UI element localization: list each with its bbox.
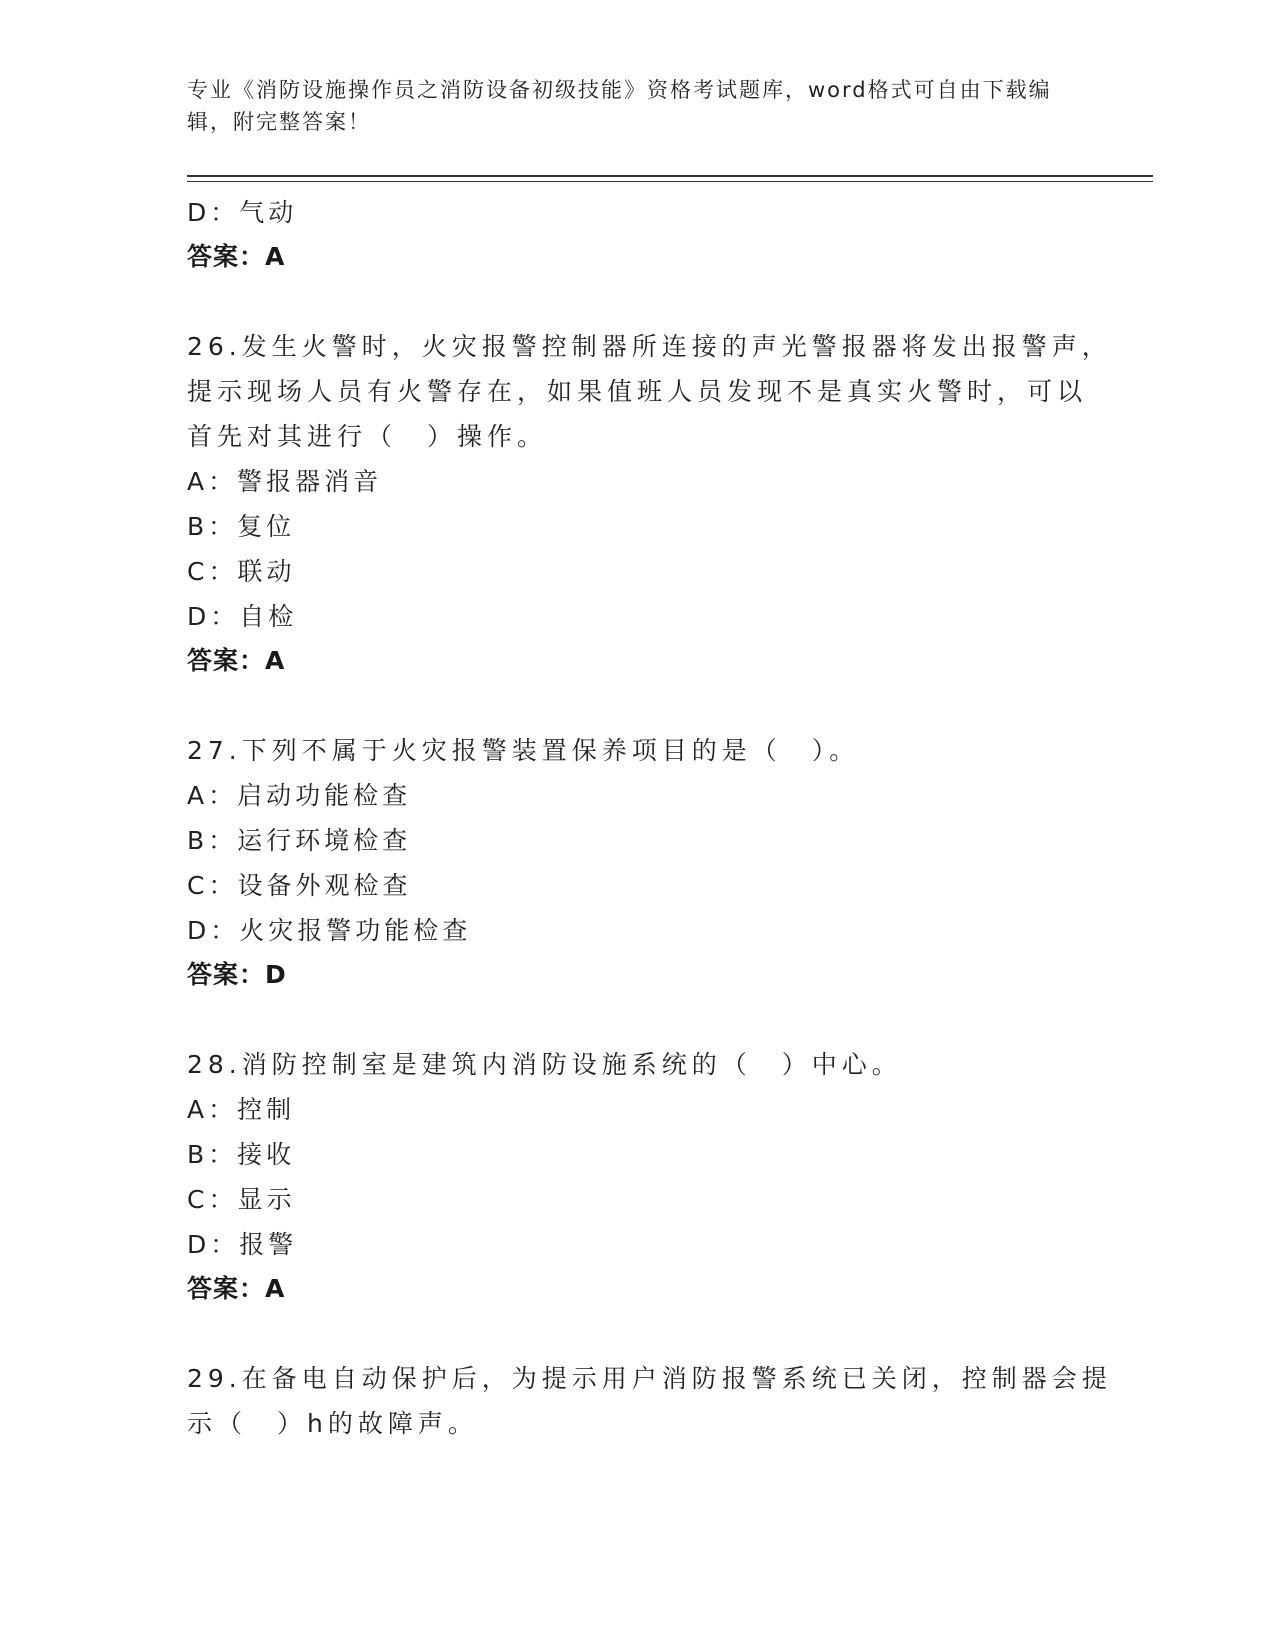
answer-line: 答案：A [187,242,286,271]
answer-line: 答案：A [187,646,286,675]
question-26 [187,324,1127,683]
question-text-line: 首先对其进行（ ）操作。 [187,422,548,451]
document-header: 专业《消防设施操作员之消防设备初级技能》资格考试题库，word格式可自由下载编辑，附完整答案！ [187,78,1052,134]
header-divider-thin [187,181,1153,182]
question-27 [187,728,1127,997]
option-b: B：复位 [187,512,296,541]
option-d: D：火灾报警功能检查 [187,916,472,945]
option-c: C：设备外观检查 [187,871,412,900]
option-b: B：接收 [187,1140,296,1169]
option-d: D：报警 [187,1230,298,1259]
question-text-line: 提示现场人员有火警存在，如果值班人员发现不是真实火警时，可以 [187,377,1088,406]
question-text-line: 27.下列不属于火灾报警装置保养项目的是（ ）。 [187,736,860,765]
question-29 [187,1356,1127,1446]
question-list [187,190,1127,1446]
option-d: D：自检 [187,602,298,631]
option-b: B：运行环境检查 [187,826,412,855]
option-c: C：显示 [187,1185,296,1214]
option-a: A：警报器消音 [187,467,383,496]
header-divider-thick [187,175,1153,177]
question-28 [187,1042,1127,1311]
question-text-line: 26.发生火警时，火灾报警控制器所连接的声光警报器将发出报警声， [187,332,1112,361]
option-a: A：启动功能检查 [187,781,412,810]
option-d: D：气动 [187,198,298,227]
question-text-line: 示（ ）h的故障声。 [187,1409,478,1438]
question-text-line: 28.消防控制室是建筑内消防设施系统的（ ）中心。 [187,1050,902,1079]
answer-line: 答案：D [187,960,287,989]
answer-line: 答案：A [187,1274,286,1303]
option-a: A：控制 [187,1095,296,1124]
option-c: C：联动 [187,557,296,586]
question-text-line: 29.在备电自动保护后，为提示用户消防报警系统已关闭，控制器会提 [187,1364,1112,1393]
